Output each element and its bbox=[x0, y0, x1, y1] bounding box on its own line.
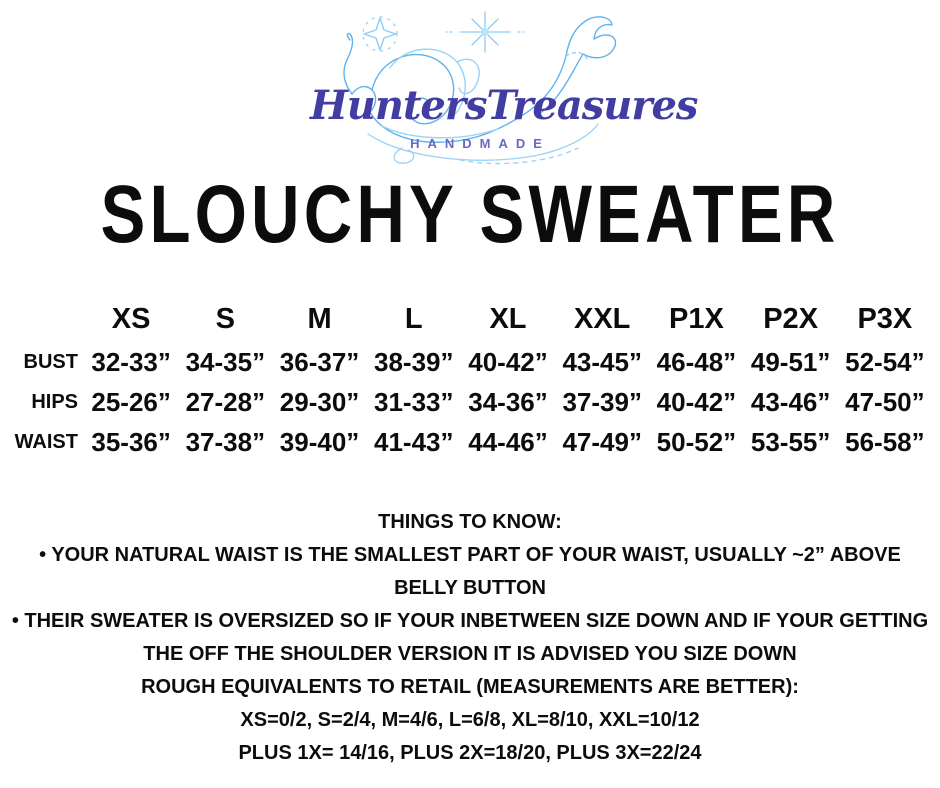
measurement-cell: 34-36” bbox=[468, 386, 548, 417]
notes-line: ROUGH EQUIVALENTS TO RETAIL (MEASUREMENTS ARE BETTER): bbox=[141, 676, 799, 698]
size-column-header: XXL bbox=[574, 302, 631, 335]
measurement-cell: 49-51” bbox=[750, 346, 831, 377]
measurement-cell: 40-42” bbox=[468, 346, 548, 377]
size-column-header: P3X bbox=[857, 302, 913, 335]
notes-line: BELLY BUTTON bbox=[394, 577, 546, 599]
measurement-cell: 41-43” bbox=[374, 426, 454, 457]
sparkle-diamond-icon bbox=[363, 17, 397, 51]
measurement-cell: 37-38” bbox=[185, 426, 266, 457]
table-row-bust bbox=[10, 342, 932, 382]
measurement-cell: 44-46” bbox=[468, 426, 548, 457]
measurement-cell: 38-39” bbox=[374, 346, 454, 377]
size-chart-section bbox=[10, 296, 932, 462]
measurement-cell: 36-37” bbox=[279, 346, 360, 377]
table-row-hips bbox=[10, 382, 932, 422]
notes-heading: THINGS TO KNOW: bbox=[378, 511, 562, 533]
measurement-cell: 34-35” bbox=[185, 346, 266, 377]
notes-line: PLUS 1X= 14/16, PLUS 2X=18/20, PLUS 3X=22/24 bbox=[238, 742, 702, 764]
measurement-cell: 31-33” bbox=[374, 386, 454, 417]
brand-logo bbox=[310, 10, 698, 170]
measurement-cell: 56-58” bbox=[845, 426, 925, 457]
measurement-cell: 53-55” bbox=[750, 426, 831, 457]
measurement-cell: 47-49” bbox=[562, 426, 642, 457]
size-column-header: P2X bbox=[763, 302, 819, 335]
measurement-cell: 27-28” bbox=[185, 386, 266, 417]
measurement-cell: 39-40” bbox=[279, 426, 360, 457]
measurement-cell: 29-30” bbox=[279, 386, 360, 417]
notes-line: THE OFF THE SHOULDER VERSION IT IS ADVISED YOU SIZE DOWN bbox=[143, 643, 797, 665]
brand-script-text: HuntersTreasures bbox=[310, 82, 698, 129]
measurement-cell: 50-52” bbox=[656, 426, 737, 457]
measurement-cell: 43-46” bbox=[750, 386, 831, 417]
measurement-cell: 40-42” bbox=[656, 386, 737, 417]
notes-section bbox=[0, 506, 940, 770]
notes-line: • YOUR NATURAL WAIST IS THE SMALLEST PART OF YOUR WAIST, USUALLY ~2” ABOVE bbox=[39, 544, 901, 566]
empty-corner-cell bbox=[10, 296, 84, 342]
size-column-header: S bbox=[215, 302, 235, 335]
measurement-cell: 25-26” bbox=[91, 386, 171, 417]
row-label: BUST bbox=[23, 350, 78, 373]
notes-line: XS=0/2, S=2/4, M=4/6, L=6/8, XL=8/10, XXL=10/12 bbox=[240, 709, 700, 731]
measurement-cell: 37-39” bbox=[562, 386, 642, 417]
notes-line: • THEIR SWEATER IS OVERSIZED SO IF YOUR INBETWEEN SIZE DOWN AND IF YOUR GETTING bbox=[11, 610, 929, 632]
size-column-header: XL bbox=[489, 302, 527, 335]
row-label: WAIST bbox=[14, 430, 78, 453]
measurement-cell: 52-54” bbox=[845, 346, 925, 377]
measurement-cell: 32-33” bbox=[91, 346, 171, 377]
measurement-cell: 35-36” bbox=[91, 426, 171, 457]
brand-handmade-text: HANDMADE bbox=[410, 136, 550, 151]
row-label: HIPS bbox=[31, 390, 78, 413]
table-row-waist bbox=[10, 422, 932, 462]
measurement-cell: 43-45” bbox=[562, 346, 642, 377]
size-chart-table bbox=[10, 296, 932, 462]
size-column-header: L bbox=[404, 302, 423, 335]
size-column-header: P1X bbox=[669, 302, 724, 335]
size-column-header: M bbox=[307, 302, 332, 335]
sparkle-star-icon bbox=[446, 12, 524, 52]
page-title: SLOUCHY SWEATER bbox=[100, 169, 840, 260]
measurement-cell: 46-48” bbox=[656, 346, 737, 377]
measurement-cell: 47-50” bbox=[845, 386, 925, 417]
size-column-header: XS bbox=[111, 302, 151, 335]
size-header-row bbox=[10, 296, 932, 342]
